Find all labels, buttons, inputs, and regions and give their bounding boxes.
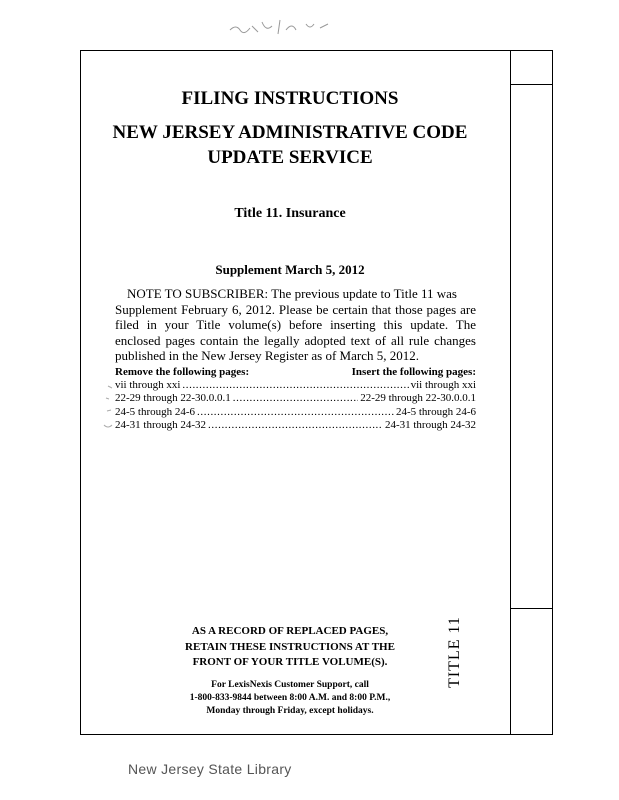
note-body: Supplement February 6, 2012. Please be certain that those pages are filed in your Title volume(s) before inserting this update. The enclosed pages contain the legally adopted text of all rule changes published in the New Jersey Register as of March 5, 2012.: [115, 301, 476, 363]
record-line: AS A RECORD OF REPLACED PAGES,: [191, 625, 389, 637]
dot-leader: [208, 419, 383, 432]
record-line: FRONT OF YOUR TITLE VOLUME(S).: [192, 656, 388, 668]
tab-top-tick: [510, 84, 553, 85]
remove-header: Remove the following pages:: [115, 366, 250, 378]
dot-leader: [197, 406, 394, 419]
page-row: [115, 406, 476, 419]
title-tab-label: TITLE 11: [446, 616, 464, 688]
note-first-line: NOTE TO SUBSCRIBER: The previous update to Title 11 was: [127, 286, 457, 301]
insert-header: Insert the following pages:: [351, 366, 476, 378]
dot-leader: [233, 392, 358, 405]
customer-support-info: [100, 679, 480, 718]
support-phone-line: 1-800-833-9844 between 8:00 A.M. and 8:00 P.M.,: [189, 693, 391, 703]
record-line: RETAIN THESE INSTRUCTIONS AT THE: [185, 640, 395, 653]
code-title: NEW JERSEY ADMINISTRATIVE CODE: [112, 122, 468, 143]
support-line: For LexisNexis Customer Support, call: [211, 680, 369, 690]
supplement-date: Supplement March 5, 2012: [215, 262, 365, 277]
page-title: FILING INSTRUCTIONS: [181, 88, 399, 109]
insert-pages: 24-5 through 24-6: [395, 405, 476, 418]
page-replacement-list: [115, 366, 476, 432]
remove-pages: 24-31 through 24-32: [115, 418, 207, 431]
insert-pages: vii through xxi: [410, 379, 476, 391]
remove-pages: 22-29 through 22-30.0.0.1: [115, 392, 231, 405]
remove-pages: vii through xxi: [115, 379, 181, 391]
page-row: [115, 392, 476, 405]
library-watermark: New Jersey State Library: [128, 761, 292, 777]
support-hours-line: Monday through Friday, except holidays.: [206, 706, 374, 716]
page-row: [115, 379, 476, 392]
dot-leader: [182, 379, 408, 392]
service-title: UPDATE SERVICE: [207, 147, 373, 168]
title-name: Title 11. Insurance: [234, 206, 346, 221]
subscriber-note: [115, 286, 476, 364]
insert-pages: 22-29 through 22-30.0.0.1: [360, 392, 476, 405]
page-list-header: [115, 366, 476, 379]
tab-bottom-tick: [510, 608, 553, 609]
page-row: [115, 419, 476, 432]
tab-divider: [510, 51, 511, 734]
scan-noise-mark: [222, 12, 342, 40]
remove-pages: 24-5 through 24-6: [115, 405, 196, 418]
insert-pages: 24-31 through 24-32: [384, 418, 476, 431]
record-notice: [100, 624, 480, 671]
